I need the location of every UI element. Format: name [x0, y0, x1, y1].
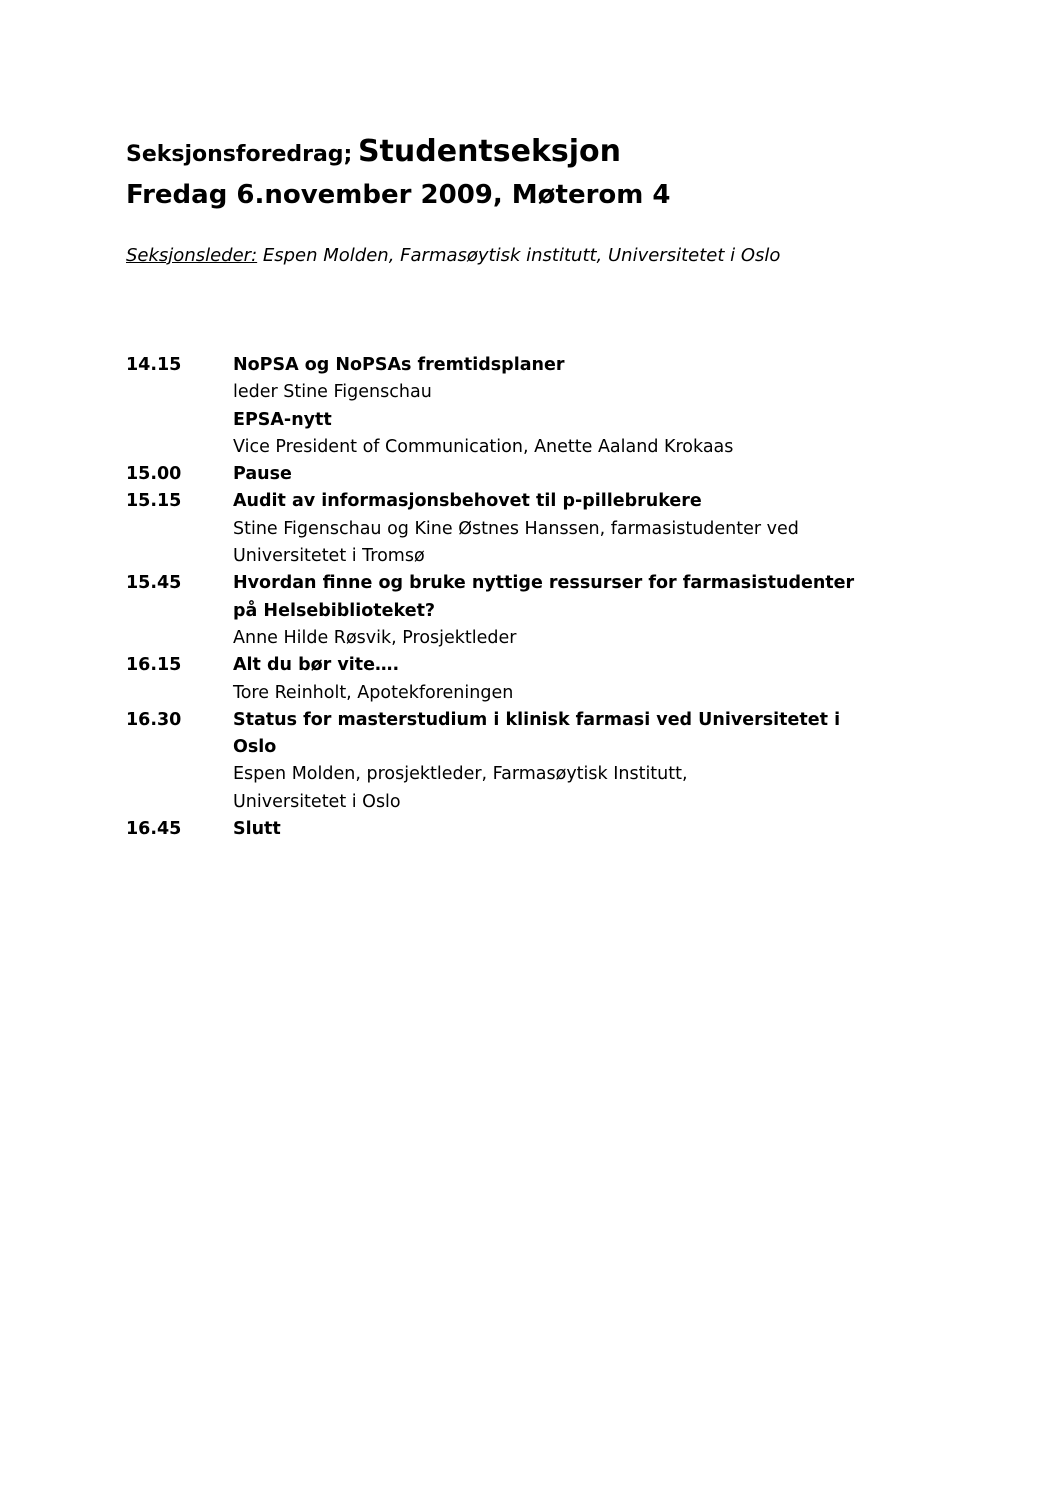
talk-speaker: Tore Reinholt, Apotekforeningen — [233, 682, 514, 703]
program-content — [233, 570, 866, 652]
program-content — [233, 816, 866, 843]
section-heading — [126, 134, 621, 169]
talk-speaker: Espen Molden, prosjektleder, Farmasøytisk Institutt, — [233, 764, 688, 785]
talk-title: Status for masterstudium i klinisk farmasi ved Universitetet i — [233, 709, 841, 730]
talk-title: Audit av informasjonsbehovet til p-pillebrukere — [233, 491, 702, 512]
program-row — [126, 707, 866, 816]
talk-title: Alt du bør vite…. — [233, 655, 400, 676]
talk-speaker: leder Stine Figenschau — [233, 382, 432, 403]
talk-title: EPSA-nytt — [233, 409, 332, 430]
section-leader-label: Seksjonsleder: — [126, 245, 258, 266]
talk-title: på Helsebiblioteket? — [233, 600, 436, 621]
program-row — [126, 352, 866, 461]
talk-title: Hvordan finne og bruke nyttige ressurser for farmasistudenter — [233, 573, 855, 594]
program-time: 16.15 — [126, 655, 182, 676]
section-leader-text: Espen Molden, Farmasøytisk institutt, Universitetet i Oslo — [257, 245, 781, 266]
program-time: 15.45 — [126, 573, 182, 594]
program-content — [233, 352, 866, 461]
date-location-heading: Fredag 6.november 2009, Møterom 4 — [126, 180, 671, 210]
program-row — [126, 488, 866, 570]
program-row — [126, 816, 866, 843]
section-leader — [126, 245, 780, 266]
program-row — [126, 652, 866, 707]
program-row — [126, 570, 866, 652]
talk-title: Pause — [233, 464, 292, 485]
program-row — [126, 461, 866, 488]
talk-speaker: Universitetet i Tromsø — [233, 546, 425, 567]
program-content — [233, 652, 866, 707]
talk-speaker: Vice President of Communication, Anette Aaland Krokaas — [233, 436, 734, 457]
program-time: 15.15 — [126, 491, 182, 512]
talk-title: Slutt — [233, 819, 281, 840]
section-heading-prefix: Seksjonsforedrag; — [126, 142, 353, 167]
talk-speaker: Anne Hilde Røsvik, Prosjektleder — [233, 627, 517, 648]
program-time: 16.30 — [126, 709, 182, 730]
talk-speaker: Universitetet i Oslo — [233, 791, 401, 812]
program-time: 15.00 — [126, 464, 182, 485]
program-content — [233, 461, 866, 488]
program-schedule — [126, 352, 866, 843]
section-heading-title: Studentseksjon — [357, 134, 622, 169]
talk-title: Oslo — [233, 737, 277, 758]
program-content — [233, 488, 866, 570]
program-time: 14.15 — [126, 355, 182, 375]
program-time: 16.45 — [126, 819, 182, 840]
program-content — [233, 707, 866, 816]
talk-speaker: Stine Figenschau og Kine Østnes Hanssen, farmasistudenter ved — [233, 518, 799, 539]
talk-title: NoPSA og NoPSAs fremtidsplaner — [233, 355, 565, 375]
